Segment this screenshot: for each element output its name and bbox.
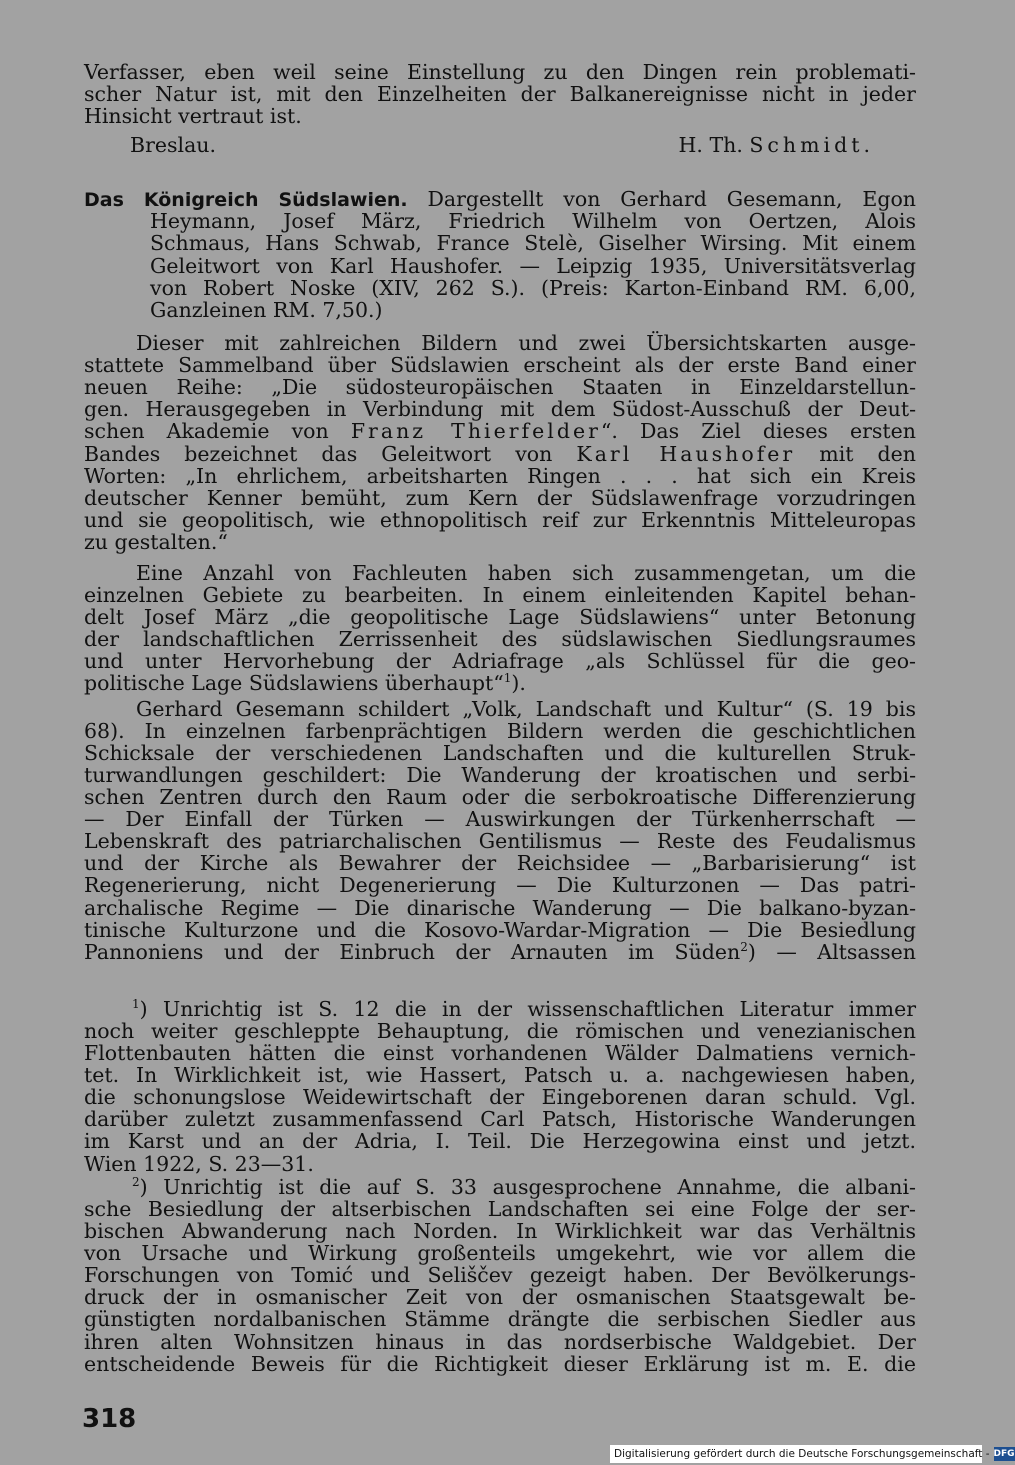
- paragraph-line: Eine Anzahl von Fachleuten haben sich zusammengetan, um die: [136, 561, 916, 585]
- entry-text: Dargestellt von Gerhard Gesemann, Egon: [427, 187, 916, 211]
- footnote-line: Flottenbauten hätten die einst vorhandenen Wälder Dalmatiens vernich-: [84, 1041, 916, 1065]
- footnote-line: günstigten nordalbanischen Stämme drängte die serbischen Siedler aus: [84, 1307, 916, 1331]
- paragraph-line: — Der Einfall der Türken — Auswirkungen der Türkenherrschaft —: [84, 807, 916, 831]
- author-surname: Schmidt.: [749, 133, 874, 157]
- footnote-mark: 1: [132, 997, 140, 1012]
- paragraph-line: und sie geopolitisch, wie ethnopolitisch reif zur Erkenntnis Mitteleuropas: [84, 508, 916, 532]
- paragraph-line: 68). In einzelnen farbenprächtigen Bildern werden die geschichtlichen: [84, 719, 916, 743]
- paragraph-line: [84, 672, 916, 694]
- paragraph-line: archalische Regime — Die dinarische Wanderung — Die balkano-byzan-: [84, 896, 916, 920]
- footnote-ref: 1: [503, 671, 512, 686]
- paragraph-line: Regenerierung, nicht Degenerierung — Die Kulturzonen — Das patri-: [84, 873, 916, 897]
- digitization-footer: [610, 1445, 1015, 1463]
- text-line: scher Natur ist, mit den Einzelheiten der Balkanereignisse nicht in jeder: [84, 82, 916, 106]
- paragraph-line: stattete Sammelband über Südslawien erscheint als der erste Band einer: [84, 353, 916, 377]
- footnote-line: ihren alten Wohnsitzen hinaus in das nordserbische Waldgebiet. Der: [84, 1330, 916, 1354]
- text-line: Hinsicht vertraut ist.: [84, 104, 302, 128]
- footnote-line: darüber zuletzt zusammenfassend Carl Patsch, Historische Wanderungen: [84, 1107, 916, 1131]
- footnote-line: druck der in osmanischer Zeit von der osmanischen Staatsgewalt be-: [84, 1285, 916, 1309]
- spaced-name: Franz Thierfelder: [350, 419, 601, 443]
- entry-line: Ganzleinen RM. 7,50.): [150, 298, 383, 322]
- entry-line: Schmaus, Hans Schwab, France Stelè, Giselher Wirsing. Mit einem: [150, 231, 916, 255]
- footnote-mark: 2: [132, 1175, 140, 1190]
- paragraph-line: [84, 420, 916, 442]
- page-number: 318: [82, 1404, 137, 1434]
- footnote-line: entscheidende Beweis für die Richtigkeit dieser Erklärung ist m. E. die: [84, 1352, 916, 1376]
- text-line: Verfasser, eben weil seine Einstellung zu den Dingen rein problemati-: [84, 60, 916, 84]
- entry-first-line: [84, 188, 916, 211]
- paragraph-line: neuen Reihe: „Die südosteuropäischen Staaten in Einzeldarstellun-: [84, 375, 916, 399]
- paragraph-line: delt Josef März „die geopolitische Lage Südslawiens“ unter Betonung: [84, 605, 916, 629]
- footnote-line: tet. In Wirklichkeit ist, wie Hassert, Patsch u. a. nachgewiesen haben,: [84, 1063, 916, 1087]
- footnote-line: bischen Abwanderung nach Norden. In Wirklichkeit war das Verhältnis: [84, 1219, 916, 1243]
- text-span: mit den: [795, 442, 916, 466]
- footer-text: Digitalisierung gefördert durch die Deutsche Forschungsgemeinschaft -: [614, 1448, 990, 1460]
- paragraph-line: deutscher Kenner bemüht, zum Kern der Südslawenfrage vorzudringen: [84, 486, 916, 510]
- paragraph-line: Dieser mit zahlreichen Bildern und zwei Übersichtskarten ausge-: [136, 331, 916, 355]
- paragraph-line: Schicksale der verschiedenen Landschaften und die kulturellen Struk-: [84, 741, 916, 765]
- entry-line: von Robert Noske (XIV, 262 S.). (Preis: Karton-Einband RM. 6,00,: [150, 276, 916, 300]
- paragraph-line: Lebenskraft des patriarchalischen Gentilismus — Reste des Feudalismus: [84, 829, 916, 853]
- footnote-line: von Ursache und Wirkung großenteils umgekehrt, wie vor allem die: [84, 1241, 916, 1265]
- text-span: ) Unrichtig ist S. 12 die in der wissenschaftlichen Literatur immer: [139, 997, 916, 1021]
- paragraph-line: [84, 941, 916, 963]
- footnote-line: sche Besiedlung der altserbischen Landschaften sei eine Folge der ser-: [84, 1197, 916, 1221]
- footnote-ref: 2: [740, 940, 748, 955]
- paragraph-line: und unter Hervorhebung der Adriafrage „als Schlüssel für die geo-: [84, 649, 916, 673]
- paragraph-line: gen. Herausgegeben in Verbindung mit dem Südost-Ausschuß der Deut-: [84, 397, 916, 421]
- entry-title: Das Königreich Südslawien.: [84, 189, 408, 211]
- footnote-line: Wien 1922, S. 23—31.: [84, 1152, 314, 1176]
- author-initials: H. Th.: [678, 133, 743, 157]
- footnote-line: noch weiter geschleppte Behauptung, die römischen und venezianischen: [84, 1019, 916, 1043]
- review-place: Breslau.: [130, 133, 217, 157]
- review-author: [679, 133, 874, 157]
- text-span: Pannoniens und der Einbruch der Arnauten im Süden: [84, 940, 741, 964]
- text-span: ) — Altsassen: [747, 940, 916, 964]
- dfg-logo[interactable]: DFG: [993, 1449, 1015, 1459]
- text-span: “. Das Ziel dieses ersten: [600, 419, 916, 443]
- paragraph-line: und der Kirche als Bewahrer der Reichsidee — „Barbarisierung“ ist: [84, 851, 916, 875]
- paragraph-line: schen Zentren durch den Raum oder die serbokroatische Differenzierung: [84, 785, 916, 809]
- footnote-line: Forschungen von Tomić und Seliščev gezeigt haben. Der Bevölkerungs-: [84, 1263, 916, 1287]
- paragraph-line: turwandlungen geschildert: Die Wanderung der kroatischen und serbi-: [84, 763, 916, 787]
- paragraph-line: zu gestalten.“: [84, 530, 228, 554]
- text-span: schen Akademie von: [84, 419, 351, 443]
- paragraph-line: einzelnen Gebiete zu bearbeiten. In einem einleitenden Kapitel behan-: [84, 583, 916, 607]
- paragraph-line: [84, 443, 916, 465]
- footnote-line: [132, 998, 916, 1020]
- spaced-name: Karl Haushofer: [576, 442, 796, 466]
- paragraph-line: tinische Kulturzone und die Kosovo-Wardar-Migration — Die Besiedlung: [84, 918, 916, 942]
- footnote-line: [132, 1176, 916, 1198]
- text-span: politische Lage Südslawiens überhaupt“: [84, 671, 504, 695]
- entry-line: Heymann, Josef März, Friedrich Wilhelm von Oertzen, Alois: [150, 209, 916, 233]
- footnote-line: im Karst und an der Adria, I. Teil. Die Herzegowina einst und jetzt.: [84, 1129, 916, 1153]
- text-span: ).: [511, 671, 526, 695]
- paragraph-line: der landschaftlichen Zerrissenheit des südslawischen Siedlungsraumes: [84, 627, 916, 651]
- entry-line: Geleitwort von Karl Haushofer. — Leipzig 1935, Universitätsverlag: [150, 254, 916, 278]
- text-span: ) Unrichtig ist die auf S. 33 ausgesprochene Annahme, die albani-: [139, 1175, 916, 1199]
- text-span: Bandes bezeichnet das Geleitwort von: [84, 442, 577, 466]
- footnote-line: die schonungslose Weidewirtschaft der Eingeborenen daran schuld. Vgl.: [84, 1085, 916, 1109]
- paragraph-line: Gerhard Gesemann schildert „Volk, Landschaft und Kultur“ (S. 19 bis: [136, 697, 916, 721]
- paragraph-line: Worten: „In ehrlichem, arbeitsharten Ringen . . . hat sich ein Kreis: [84, 464, 916, 488]
